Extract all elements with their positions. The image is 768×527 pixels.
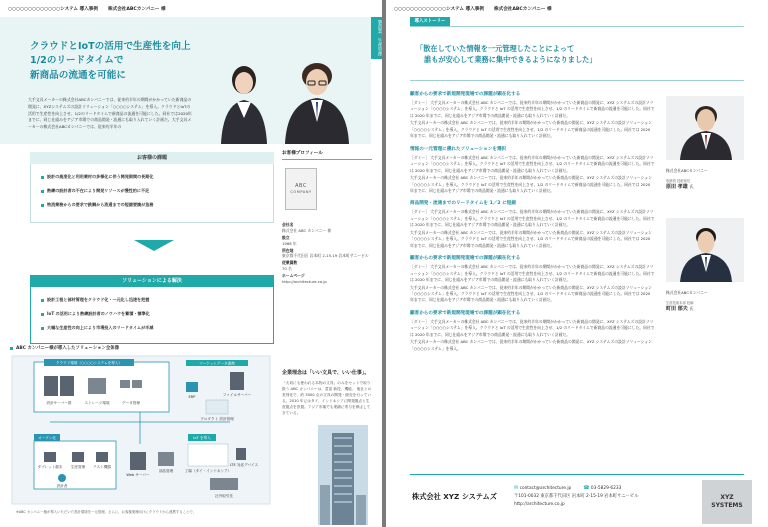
honorific: 氏 bbox=[689, 184, 694, 189]
section-paragraph: ［ダミー］ 大手文具メーカーの株式会社 ABC カンパニーでは、従来約半年の期間がかかっていた新商品の開発に、XYZ システムズの設計ソリューション「○○○○システム」を導入。クラウドと IoT の活用で生産性を向上させ、1/2 のリードタイムで新商品の流通を可能にした。同社では 2020 年までに、同じ仕組みをアジア市場での商品開発・流通にも取り入れていく計画だ。 bbox=[410, 318, 655, 337]
headline-line: 新商品の流通を可能に bbox=[30, 69, 126, 81]
section-paragraph: ［ダミー］ 大手文具メーカーの株式会社 ABC カンパニーでは、従来約半年の期間がかかっていた新商品の開発に、XYZ システムズの設計ソリューション「○○○○システム」を導入。クラウドと IoT の活用で生産性を向上させ、1/2 のリードタイムで新商品の流通を可能にした。同社では 2020 年までに、同じ仕組みをアジア市場での商品開発・流通にも取り入れていく計画だ。 bbox=[410, 100, 655, 118]
solution-box bbox=[30, 275, 274, 344]
section-heading: 顧客からの要求で新規開発現場での課題が顕在化する bbox=[410, 310, 521, 316]
header-system: ○○○○○○○○○○○○○システム 導入事例 bbox=[8, 6, 98, 12]
divider bbox=[410, 26, 744, 27]
story-quote bbox=[416, 44, 716, 66]
page-right bbox=[386, 0, 768, 527]
quote-line: 誰もが安心して業務に集中できるようになりました」 bbox=[424, 54, 597, 64]
solution-item bbox=[41, 311, 263, 317]
node-label: LTE 対応デバイス bbox=[229, 463, 259, 467]
interviewee-role: 取締役 技術部長 bbox=[666, 179, 691, 183]
node-label: 設計サーバー群 bbox=[46, 401, 72, 405]
customer-photo-man bbox=[283, 56, 351, 144]
interviewee-card bbox=[666, 218, 746, 312]
node-label: タブレット端末 bbox=[37, 465, 63, 469]
node-label: ストレージ環境 bbox=[84, 401, 110, 405]
field-label: 従業員数 bbox=[282, 260, 298, 266]
phone-contact bbox=[583, 484, 621, 493]
logo-text: ABC bbox=[295, 183, 307, 190]
profile-title: お客様プロフィール bbox=[282, 150, 372, 160]
task-title: お客様の課題 bbox=[30, 152, 274, 164]
interviewee-company: 株式会社ABCカンパニー bbox=[666, 290, 708, 295]
bullet-icon bbox=[41, 327, 44, 330]
abc-company-logo bbox=[285, 168, 317, 210]
diagram-title-text: ABC カンパニー様が導入したソリューション全体像 bbox=[16, 346, 120, 351]
contact-row bbox=[514, 484, 638, 493]
customer-photo-woman bbox=[215, 56, 273, 144]
field-value: 1968 年 bbox=[282, 240, 297, 246]
section-heading: 情報の一元管理に優れたソリューションを選択 bbox=[410, 146, 507, 152]
factory-icon bbox=[188, 444, 228, 466]
interviewee-role: 生産技術本部 技師 bbox=[666, 301, 694, 305]
solution-diagram bbox=[10, 352, 272, 506]
footer-address: 〒101-0032 東京都千代田区 岩本町 2-15-19 岩本町サニービル bbox=[514, 494, 639, 499]
task-text: 物流業務からの要求で鉄鋼から流通までの短縮要請が急務 bbox=[47, 202, 154, 207]
solution-text: 設計工程と部材管理をクラウド化・一元化し迅速を把握 bbox=[47, 297, 150, 302]
section-paragraph: 大手文具メーカーの株式会社 ABC カンパニーでは、従来約半年の期間がかかっていた新商品の開発に、XYZ システムズの設計ソリューション「○○○○システム」を導入。クラウドと IoT の活用で生産性を向上させ、1/2 のリードタイムで新商品の流通を可能にした。同社では 2020 年までに、同じ仕組みをアジア市場での商品開発・流通にも取り入れていく計画だ。 bbox=[410, 229, 652, 248]
phone-icon: ☎ bbox=[583, 485, 590, 491]
tablet-icon bbox=[44, 452, 56, 462]
header-system: ○○○○○○○○○○○○○システム 導入事例 bbox=[394, 6, 484, 12]
headline-line: 1/2のリードタイムで bbox=[30, 55, 124, 67]
node-label: ERP bbox=[188, 395, 196, 399]
bullet-icon bbox=[41, 313, 44, 316]
bullet-icon bbox=[41, 299, 44, 302]
building-photo bbox=[318, 425, 368, 525]
mission-label: 企業理念は「いい文具で、いい仕事」。 bbox=[282, 370, 370, 376]
designer-icon bbox=[58, 474, 66, 482]
interviewee-photo bbox=[666, 96, 744, 160]
xyz-systems-logo bbox=[702, 480, 752, 524]
field-label: ホームページ bbox=[282, 273, 305, 278]
interviewee-company: 株式会社ABCカンパニー bbox=[666, 168, 708, 173]
header-customer: 株式会社ABCカンパニー 様 bbox=[108, 6, 166, 12]
diagram-note: ※ABC カンパニー様が導入いただいた設計環境を一元管理。さらに、お客様業務向けにクラウドから連携することで、 bbox=[16, 510, 197, 514]
story-body bbox=[410, 85, 655, 353]
section-heading: 商品開発・流通までのリードタイムを 1／2 に短縮 bbox=[410, 201, 516, 207]
node-label: 工場（タイ・インドネシア） bbox=[184, 469, 232, 473]
field-label: 設立 bbox=[282, 234, 290, 240]
iot-label: IoT を導入 bbox=[193, 436, 211, 440]
mission-box bbox=[282, 370, 372, 417]
task-item bbox=[41, 174, 263, 180]
solution-item bbox=[41, 325, 263, 331]
storage-icon bbox=[88, 378, 106, 394]
logo-text: COMPANY bbox=[290, 190, 312, 195]
task-text: 熟練の設計者の不在により開発リソースが慢性的に不足 bbox=[47, 188, 150, 193]
solution-item bbox=[41, 297, 263, 303]
page-left bbox=[0, 0, 382, 527]
down-arrow-icon bbox=[134, 240, 174, 251]
intro-text: 大手文具メーカーの株式会社ABCカンパニーでは、従来約半年の期間がかかっていた新商品の開発に、XYZシステムズの設計ソリューション「○○○○システム」を導入。クラウドとIoTの活用で生産性を向上させ、1/2のリードタイムで新商品の流通を可能にした。同社では2020年までに、同じ仕組みをアジア市場での商品開発・流通にも取り入れていく計画だ。大手文具メーカーの株式会社ABCカンパニーでは、従来約半年の bbox=[28, 97, 192, 130]
file-server-icon bbox=[230, 372, 244, 390]
page-header bbox=[0, 0, 382, 17]
lte-device-icon bbox=[236, 448, 246, 460]
field-label: 所在地 bbox=[282, 247, 294, 253]
mail-icon: ✉ bbox=[514, 485, 519, 491]
logo-text: SYSTEMS bbox=[711, 502, 743, 509]
erp-icon bbox=[186, 382, 198, 392]
section-paragraph: 大手文具メーカーの株式会社 ABC カンパニーでは、従来約半年の期間がかかっていた新商品の開発に、XYZ システムズの設計ソリューション「○○○○システム」を導入。クラウドと IoT の活用で生産性を向上させ、1/2 のリードタイムで新商品の流通を可能にした。同社では 2020 年までに、同じ仕組みをアジア市場での商品開発・流通にも取り入れていく計画だ。 bbox=[410, 175, 652, 193]
node-label: 設計者 bbox=[56, 484, 68, 488]
node-label: テスト機器 bbox=[93, 465, 111, 469]
solution-title: ソリューションによる解決 bbox=[30, 275, 274, 287]
footer-company: 株式会社 XYZ システムズ bbox=[412, 492, 497, 501]
production-icon bbox=[72, 452, 84, 462]
industry-tab: 製造業 生産管理 bbox=[371, 17, 382, 59]
web-server-icon bbox=[130, 452, 146, 470]
logo-text: XYZ bbox=[720, 494, 734, 502]
section-paragraph: 大手文具メーカーの株式会社 ABC カンパニーでは、従来約半年の期間がかかっていた新商品の開発に、XYZ システムズの設計ソリューション「○○○○システム」を導入。クラウドと IoT の活用で生産性を向上させ、1/2 のリードタイムで新商品の流通を可能にした。同社では 2020 年までに、同じ仕組みをアジア市場での商品開発・流通にも取り入れていく計画だ。 bbox=[410, 120, 652, 139]
field-label: 会社名 bbox=[282, 222, 294, 227]
task-item bbox=[41, 188, 263, 194]
market-label: マーケットデータ連携 bbox=[199, 361, 235, 366]
field-value: 株式会社 ABC カンパニー 様 bbox=[282, 227, 332, 233]
footer-contact bbox=[514, 484, 638, 508]
cloud-label: クラウド環境（○○○○システムを導入） bbox=[55, 361, 123, 365]
field-value[interactable]: http://architecture.co.jp bbox=[282, 278, 327, 284]
partner-icon bbox=[210, 478, 238, 490]
page-header bbox=[386, 0, 768, 17]
interviewee-photo bbox=[666, 218, 744, 282]
solution-text: IoT の活用により熟練設計者のノウハウを蓄積・標準化 bbox=[47, 311, 150, 316]
story-tag: 導入ストーリー bbox=[410, 17, 450, 26]
footer-divider bbox=[410, 474, 744, 475]
solution-text: 大幅な生産性の向上により市場投入のリードタイムが半減 bbox=[47, 325, 154, 330]
node-label: プロダクト 設計管理 bbox=[200, 417, 234, 421]
interviewee-name bbox=[666, 183, 746, 190]
design-mgmt-icon bbox=[206, 400, 228, 414]
bullet-icon bbox=[41, 204, 44, 207]
task-box bbox=[30, 152, 274, 223]
section-heading: 顧客からの要求で新規開発現場での課題が顕在化する bbox=[410, 256, 521, 262]
field-value: 70 名 bbox=[282, 266, 292, 272]
section-paragraph: ［ダミー］ 大手文具メーカーの株式会社 ABC カンパニーでは、従来約半年の期間がかかっていた新商品の開発に、XYZ システムズの設計ソリューション「○○○○システム」を導入。クラウドと IoT の活用で生産性を向上させ、1/2 のリードタイムで新商品の流通を可能にした。同社では 2020 年までに、同じ仕組みをアジア市場での商品開発・流通にも取り入れていく計画だ。 bbox=[410, 264, 655, 283]
footer-url[interactable]: http://architecture.co.jp bbox=[514, 501, 565, 507]
file-server-label: ファイルサーバー bbox=[222, 393, 252, 397]
name-text: 原田 孝雄 bbox=[666, 184, 688, 190]
interviewee-card bbox=[666, 96, 746, 190]
onprem-label: オープン化 bbox=[38, 436, 56, 440]
parts-icon bbox=[158, 452, 174, 466]
bullet-icon bbox=[10, 347, 13, 350]
customer-profile bbox=[282, 150, 372, 285]
node-label: 部品管理 bbox=[158, 469, 174, 473]
mission-text: 「大切にも使われる本物の文具」のみをセットで取り扱う ABC カンパニーは、豊富 新技、機能、 他社との差別化で、約 3000 点の文具の開発・販売を行っている。2010 年にはタイ、インドネシアに開発拠点と生産拠点を設置。アジア市場でも業績に寄与を伸ばしてきている。 bbox=[282, 381, 372, 415]
test-equipment-icon bbox=[96, 452, 108, 462]
task-list bbox=[30, 164, 274, 223]
node-label: データ管理 bbox=[122, 401, 140, 405]
interviewee-name bbox=[666, 305, 746, 312]
diagram-title bbox=[10, 345, 119, 351]
name-text: 町田 郁夫 bbox=[666, 306, 688, 312]
section-paragraph: ［ダミー］ 大手文具メーカーの株式会社 ABC カンパニーでは、従来約半年の期間がかかっていた新商品の開発に、XYZ システムズの設計ソリューション「○○○○システム」を導入。クラウドと IoT の活用で生産性を向上させ、1/2 のリードタイムで新商品の流通を可能にした。同社では 2020 年までに、同じ仕組みをアジア市場での商品開発・流通にも取り入れていく計画だ。 bbox=[410, 209, 655, 228]
node-label: Web サーバー bbox=[126, 473, 150, 477]
section-paragraph: ［ダミー］ 大手文具メーカーの株式会社 ABC カンパニーでは、従来約半年の期間がかかっていた新商品の開発に、XYZ システムズの設計ソリューション「○○○○システム」を導入。クラウドと IoT の活用で生産性を向上させ、1/2 のリードタイムで新商品の流通を可能にした。同社では 2020 年までに、同じ仕組みをアジア市場での商品開発・流通にも取り入れていく計画だ。 bbox=[410, 154, 655, 173]
honorific: 氏 bbox=[689, 306, 694, 311]
email-text[interactable]: contact@architecture.jp bbox=[519, 486, 572, 491]
divider bbox=[410, 80, 744, 81]
node-label: 生産管理 bbox=[70, 465, 86, 469]
task-text: 設計の高度化と利用業材の多様化に伴う開発期間の長期化 bbox=[47, 174, 154, 179]
section-paragraph: 大手文具メーカーの株式会社 ABC カンパニーでは、従来約半年の期間がかかっていた新商品の開発に、XYZ システムズの設計ソリューション「○○○○システム」を導入。 bbox=[410, 339, 652, 351]
header-customer: 株式会社ABCカンパニー 様 bbox=[494, 6, 552, 12]
node-label: 社外取引先 bbox=[215, 494, 233, 498]
headline bbox=[30, 40, 230, 83]
email-contact bbox=[514, 484, 571, 493]
bullet-icon bbox=[41, 190, 44, 193]
headline-line: クラウドとIoTの活用で生産性を向上 bbox=[30, 41, 191, 52]
quote-line: 「散在していた情報を一元管理したことによって bbox=[416, 44, 575, 53]
phone-text: 03-5829-6233 bbox=[590, 486, 622, 491]
field-value: 東京都千代田区 岩本町 2-15-19 岩本町サニービル bbox=[282, 253, 369, 259]
solution-list bbox=[30, 287, 274, 344]
section-paragraph: 大手文具メーカーの株式会社 ABC カンパニーでは、従来約半年の期間がかかっていた新商品の開発に、XYZ システムズの設計ソリューション「○○○○システム」を導入。クラウドと IoT の活用で生産性を向上させ、1/2 のリードタイムで新商品の流通を可能にした。同社では 2020 年までに、同じ仕組みをアジア市場での商品開発・流通にも取り入れていく計画だ。 bbox=[410, 284, 652, 303]
profile-fields bbox=[282, 222, 372, 285]
section-heading: 顧客からの要求で新規開発現場での課題が顕在化する bbox=[410, 92, 521, 97]
bullet-icon bbox=[41, 176, 44, 179]
task-item bbox=[41, 202, 263, 208]
